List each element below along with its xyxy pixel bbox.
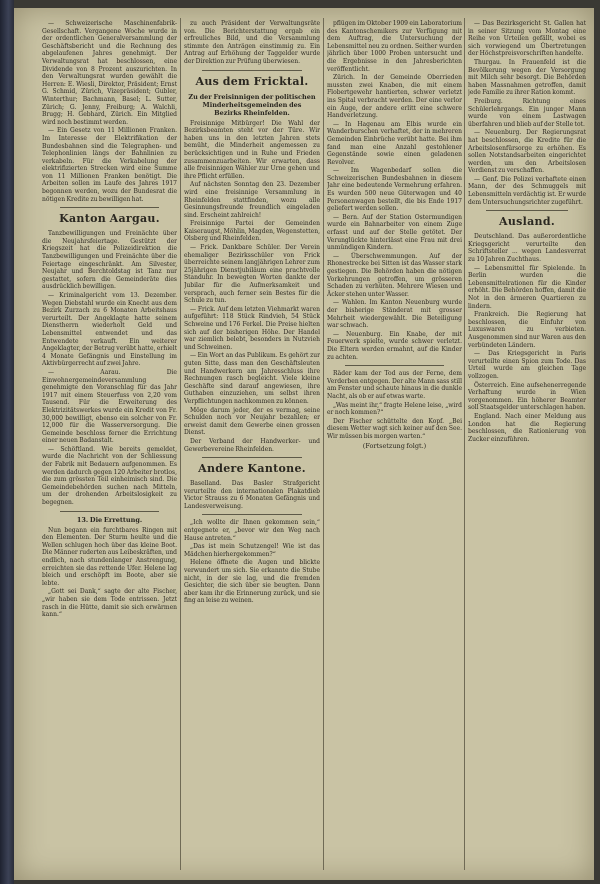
article-paragraph: — Wahlen. Im Kanton Neuenburg wurde der bisherige Ständerat mit grosser Mehrheit wiedergewählt. Die Beteiligung war schwach. (327, 299, 462, 330)
article-paragraph: — Im Wagenbedarf sollen die Schweizerischen Bundesbahnen in diesem Jahr eine bedeutende Vermehrung erfahren. Es wurden 500 neue Güterwagen und 40 Personenwagen bestellt, die bis Ende 1917 geliefert werden sollen. (327, 167, 462, 213)
article-paragraph: zu auch Präsident der Verwaltungsräte von. Die Berichterstattung ergab ein erfreuliches Bild, und die Versammlung stimmte den Anträgen einstimmig zu. Ein Antrag auf Erhöhung der Taggelder wurde der Direktion zur Prüfung überwiesen. (184, 20, 320, 65)
article-subtitle: Zu der Freisinnigen der politischen Minderheitsgemeinden des Bezirks Rheinfelden. (188, 92, 316, 117)
article-paragraph: — Überschwemmungen. Auf der Rhonestrecke bei Sitten ist das Wasser stark gestiegen. Die Behörden haben die nötigen Vorkehrungen getroffen, um grösseren Schaden zu verhüten. Mehrere Wiesen und Äcker stehen unter Wasser. (327, 252, 462, 298)
section-title-kanton-aargau: Kanton Aargau. (59, 212, 160, 226)
serial-paragraph: Räder kam der Tod aus der Ferne, dem Verderben entgegen. Der alte Mann sass still am Fenster und schaute hinaus in die dunkle Nacht, als ob er auf etwas warte. (327, 370, 462, 400)
column-1 (42, 20, 177, 868)
article-paragraph: — Aarau. Die Einwohnergemeindeversammlung genehmigte den Voranschlag für das Jahr 1917 mit einem Steuerfuss von 2,20 vom Tausend. Für die Erweiterung des Elektrizitätswerkes wurde ein Kredit von Fr. 30,000 bewilligt, ebenso ein solcher von Fr. 12,000 für die Wasserversorgung. Die Gemeinde beschloss ferner die Errichtung einer neuen Badanstalt. (42, 368, 177, 445)
serial-paragraph: Nun begann ein furchtbares Ringen mit den Elementen. Der Sturm heulte und die Wellen schlugen hoch über das kleine Boot. Die Männer ruderten aus Leibeskräften, und endlich, nach stundenlanger Anstrengung, erreichten sie das rettende Ufer. Helene lag bleich und erschöpft im Boote, aber sie lebte. (42, 526, 177, 587)
article-paragraph: — Kriminalgericht vom 13. Dezember. Wegen Diebstahl wurde ein Knecht aus dem Bezirk Zurzach zu 6 Monaten Arbeitshaus verurteilt. Der Angeklagte hatte seinem Dienstherrn wiederholt Geld und Lebensmittel entwendet und das Entwendete verkauft. Ein weiterer Angeklagter, der Betrug verübt hatte, erhielt 4 Monate Gefängnis und Einstellung im Aktivbürgerrecht auf zwei Jahre. (42, 292, 177, 368)
article-paragraph: Freisinnige Partei der Gemeinden Kaiseraugst, Möhlin, Magden, Wegenstetten, Olsberg und Rheinfelden. (184, 220, 320, 243)
article-paragraph: — Bern. Auf der Station Ostermundigen wurde ein Bahnarbeiter von einem Zuge erfasst und auf der Stelle getötet. Der Verunglückte hinterlässt eine Frau mit drei unmündigen Kindern. (327, 213, 462, 252)
serial-paragraph: „Was meint ihr,“ fragte Helene leise, „wird er noch kommen?“ (327, 401, 462, 417)
article-paragraph: Frankreich. Die Regierung hat beschlossen, die Einfuhr von Luxuswaren zu verbieten. Ausgenommen sind nur Waren aus den verbündeten Ländern. (468, 311, 586, 349)
article-paragraph: Österreich. Eine aufsehenerregende Verhaftung wurde in Wien vorgenommen. Ein höherer Beamter soll Staatsgelder unterschlagen haben. (468, 381, 586, 412)
book-binding-edge (0, 0, 14, 884)
article-paragraph: — Frick. Dankbare Schüler. Der Verein ehemaliger Bezirksschüler von Frick überreichte seinem langjährigen Lehrer zum 25jährigen Dienstjubiläum eine prachtvolle Standuhr. In bewegten Worten dankte der Jubilar für die Aufmerksamkeit und versprach, auch ferner sein Bestes für die Schule zu tun. (184, 244, 320, 305)
serial-paragraph: „Gott sei Dank,“ sagte der alte Fischer, „wir haben sie dem Tode entrissen. Jetzt rasch in die Hütte, damit sie sich erwärmen kann.“ (42, 588, 177, 619)
serial-paragraph: Helene öffnete die Augen und blickte verwundert um sich. Sie erkannte die Stube nicht, in der sie lag, und die fremden Gesichter, die sich über sie beugten. Dann aber kam ihr die Erinnerung zurück, und sie fing an leise zu weinen. (184, 559, 320, 605)
serial-paragraph: „Das ist mein Schutzengel! Wie ist das Mädchen hierhergekommen?“ (184, 543, 320, 558)
column-3 (327, 20, 462, 868)
serial-paragraph: Der Fischer schüttelte den Kopf. „Bei diesem Wetter wagt sich keiner auf den See. Wir müssen bis morgen warten.“ (327, 417, 462, 440)
column-rule (323, 18, 324, 870)
article-paragraph: — Lebensmittel für Spielende. In Berlin wurden die Lebensmittelrationen für die Kinder erhöht. Die Behörden hoffen, damit die Not in den ärmeren Quartieren zu lindern. (468, 264, 586, 310)
column-4 (468, 20, 586, 868)
article-paragraph: — Das Kriegsgericht in Paris verurteilte einen Spion zum Tode. Das Urteil wurde am gleichen Tage vollzogen. (468, 350, 586, 380)
divider (202, 514, 302, 515)
article-paragraph: Baselland. Das Basler Strafgericht verurteilte den internationalen Plakatdieb Victor Strauss zu 6 Monaten Gefängnis und Landesverweisung. (184, 480, 320, 510)
section-title-fricktal: Aus dem Fricktal. (195, 74, 309, 88)
continuation-note: (Fortsetzung folgt.) (362, 442, 427, 451)
article-paragraph: Zürich. In der Gemeinde Oberrieden mussten zwei Knaben, die mit einem Flobertgewehr hantierten, schwer verletzt ins Spital verbracht werden. Der eine verlor ein Auge, der andere erlitt eine schwere Handverletzung. (327, 74, 462, 120)
article-paragraph: — Neuenburg. Ein Knabe, der mit Feuerwerk spielte, wurde schwer verletzt. Die Eltern werden ermahnt, auf die Kinder zu achten. (327, 330, 462, 361)
article-paragraph: — Das Bezirksgericht St. Gallen hat in seiner Sitzung vom Montag eine Reihe von Urteilen gefällt, wobei es sich vorwiegend um Übertretungen der Höchstpreisvorschriften handelte. (468, 20, 586, 58)
article-signature: Der Verband der Handwerker- und Gewerbevereine Rheinfelden. (184, 437, 320, 453)
article-paragraph: — Schöftland. Wie bereits gemeldet, wurde die Nachricht von der Schliessung der Fabrik mit Bedauern aufgenommen. Es werden dadurch gegen 120 Arbeiter brotlos, die zum grössten Teil einheimisch sind. Die Gemeindebehörden suchen nach Mitteln, um der drohenden Arbeitslosigkeit zu begegnen. (42, 445, 177, 507)
article-paragraph: — Genf. Die Polizei verhaftete einen Mann, der des Schmuggels mit Lebensmitteln verdächtig ist. Er wurde dem Untersuchungsrichter zugeführt. (468, 175, 586, 206)
article-paragraph: — Neuenburg. Der Regierungsrat hat beschlossen, die Kredite für die Arbeitslosenfürsorge zu erhöhen. Es sollen Notstandsarbeiten eingerichtet werden, um den Arbeitslosen Verdienst zu verschaffen. (468, 129, 586, 175)
article-paragraph: Deutschland. Das außerordentliche Kriegsgericht verurteilte den Schriftsteller ... wegen Landesverrat zu 10 Jahren Zuchthaus. (468, 233, 586, 264)
column-2 (184, 20, 320, 868)
article-paragraph: Auf nächsten Sonntag den 23. Dezember wird eine freisinnige Versammlung in Rheinfelden stattfinden, wozu alle Gesinnungsfreunde freundlich eingeladen sind. Erscheint zahlreich! (184, 181, 320, 219)
divider (60, 511, 159, 512)
divider (60, 207, 159, 208)
article-paragraph: England. Nach einer Meldung aus London hat die Regierung beschlossen, die Rationierung von Zucker einzuführen. (468, 412, 586, 443)
article-paragraph: — Frick. Auf dem letzten Viehmarkt waren aufgeführt: 118 Stück Rindvieh, 54 Stück Schweine und 176 Ferkel. Die Preise hielten sich auf der bisherigen Höhe. Der Handel war ziemlich belebt, besonders in Nutzvieh und Schweinen. (184, 305, 320, 351)
article-paragraph: Freiburg. Richtung eines Schülerlehrgangs. Ein junger Mann wurde von einem Lastwagen überfahren und blieb auf der Stelle tot. (468, 97, 586, 128)
article-paragraph: — Ein Gesetz von 11 Millionen Franken. Im Interesse der Elektrifikation der Bundesbahnen sind die Telegraphen- und Telephonlinien längs der Bahnlinien zu verkabeln. Für die Verkabelung der elektrifizierten Strecken wird eine Summe von 11 Millionen Franken benötigt. Die Arbeiten sollen im Laufe des Jahres 1917 begonnen werden, wozu der Bundesrat die nötigen Kredite zu bewilligen hat. (42, 127, 177, 203)
article-paragraph: Thurgau. In Frauenfeld ist die Bevölkerung wegen der Versorgung mit Milch sehr besorgt. Die Behörden haben Massnahmen getroffen, damit jede Familie zu ihrer Ration kommt. (468, 58, 586, 97)
column-rule (464, 18, 465, 870)
serial-paragraph: „Ich wollte dir Ihnen gekommen sein,“ entgegnete er, „bevor wir den Weg nach Hause antreten.“ (184, 519, 320, 542)
article-paragraph: pflügen im Oktober 1909 ein Laboratorium des Kantonschemikers zur Verfügung mit dem Auftrag, die Untersuchung der Lebensmittel neu zu ordnen. Seither wurden jährlich über 1000 Proben untersucht und die Ergebnisse in den Jahresberichten veröffentlicht. (327, 20, 462, 73)
section-title-andere-kantone: Andere Kantone. (198, 462, 306, 476)
divider (202, 70, 302, 71)
article-paragraph: — Ein Wort an das Publikum. Es gehört zur guten Sitte, dass man den Geschäftsleuten und Handwerkern am Jahresschluss ihre Rechnungen rasch begleicht. Viele kleine Geschäfte sind darauf angewiesen, ihre Guthaben einzuziehen, um selbst ihren Verpflichtungen nachkommen zu können. (184, 352, 320, 405)
divider (486, 210, 568, 211)
divider (202, 457, 302, 458)
newspaper-page (14, 8, 594, 880)
section-title-ausland: Ausland. (499, 215, 555, 229)
serial-chapter-title: 13. Die Errettung. (76, 515, 143, 524)
divider (345, 365, 444, 366)
article-paragraph: Tanzbewilligungen und Freinächte über die Neujahrsfeiertage. Gestützt der Kriegszeit hat die Polizeidirektion die Tanzbewilligungen und Freinächte über die Feiertage eingeschränkt. Am Silvester, Neujahr und Berchtoldstag ist Tanz nur gestattet, sofern die Gemeinderäte dies ausdrücklich bewilligen. (42, 230, 177, 291)
article-paragraph: — In Hagenau am Elbis wurde ein Wanderburschen verhaftet, der in mehreren Gemeinden Einbrüche verübt hatte. Bei ihm fand man eine Anzahl gestohlener Gegenstände sowie einen geladenen Revolver. (327, 120, 462, 166)
article-paragraph: Möge darum jeder, der es vermag, seine Schulden noch vor Neujahr bezahlen; er erweist damit dem Gewerbe einen grossen Dienst. (184, 406, 320, 437)
article-paragraph: Freisinnige Mitbürger! Die Wahl der Bezirksbeamten steht vor der Türe. Wir haben uns in den letzten Jahren stets bemüht, die Minderheit angemessen zu berücksichtigen und in Ruhe und Frieden zusammenzuarbeiten. Wir erwarten, dass alle freisinnigen Wähler zur Urne gehen und ihre Pflicht erfüllen. (184, 119, 320, 180)
article-paragraph: — Schweizerische Maschinenfabrik-Gesellschaft. Vergangene Woche wurde in der ordentlichen Generalversammlung der Geschäftsbericht und die Rechnung des abgelaufenen Jahres genehmigt. Der Verwaltungsrat hat beschlossen, eine Dividende von 8 Prozent auszurichten. In den Verwaltungsrat wurden gewählt die Herren: E. Wiesli, Direktor, Präsident; Ernst G. Schmid, Zürich, Vizepräsident; Gubler, Winterthur; Bachmann, Basel; L. Sutter, Zürich; G. Jenny, Freiburg; A. Walchli, Brugg; H. Gebhard, Zürich. Ein Mitglied wird noch bestimmt werden. (42, 20, 177, 126)
column-rule (180, 18, 181, 870)
